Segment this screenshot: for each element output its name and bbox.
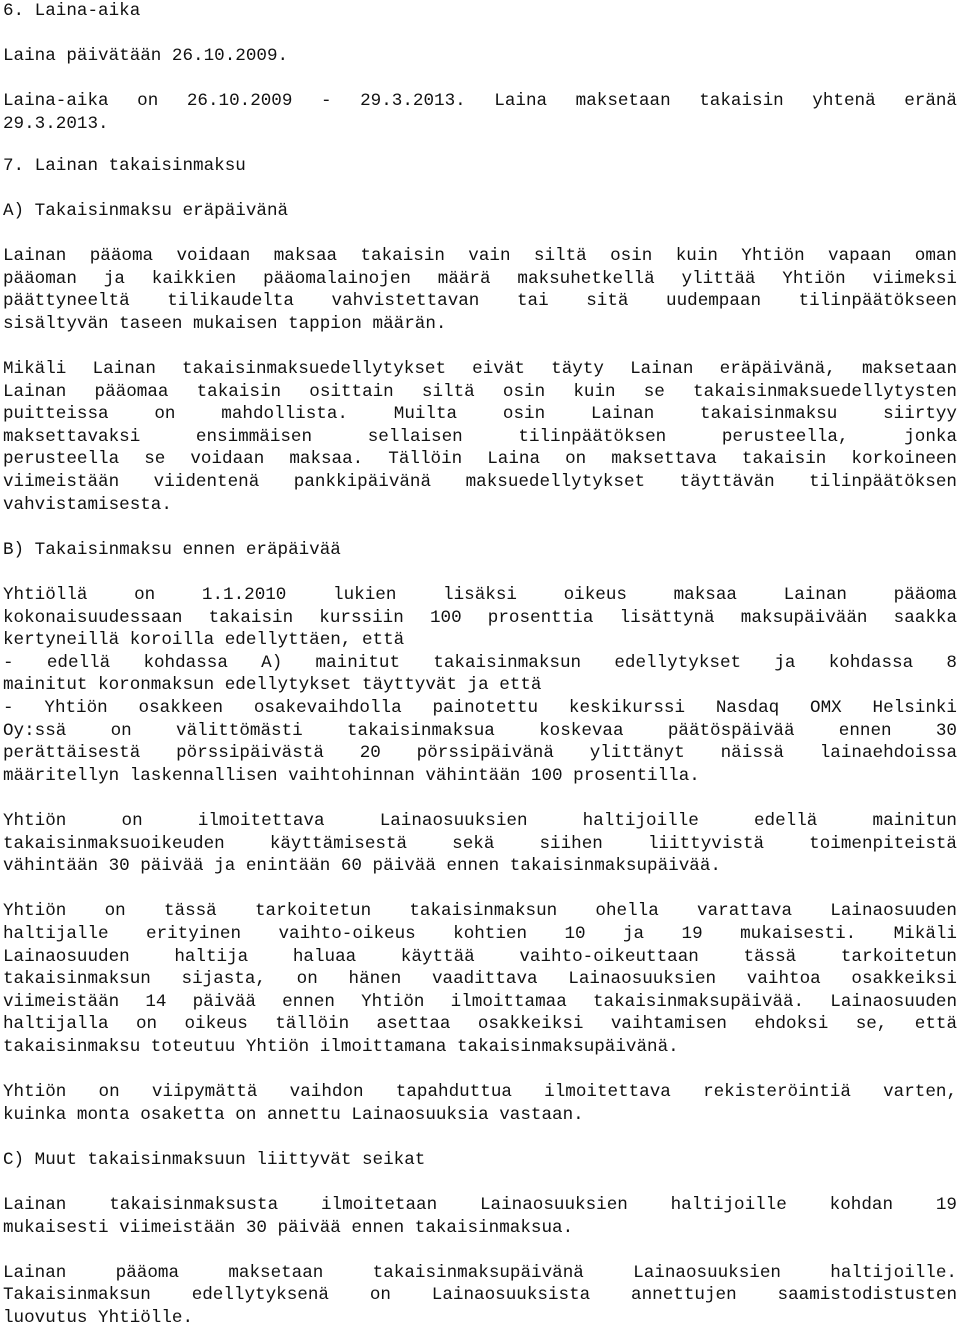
- text-line: Takaisinmaksun edellytyksenä on Lainaosuuksista annettujen saamistodistusten: [3, 1285, 957, 1306]
- text-line: mukaisesti viimeistään 30 päivää ennen takaisinmaksua.: [3, 1217, 574, 1238]
- text-line: perättäisestä pörssipäivästä 20 pörssipäivänä ylittänyt näissä lainaehdoissa: [3, 743, 957, 764]
- paragraph: [3, 900, 957, 1058]
- paragraph-gap: [3, 23, 957, 46]
- text-line: perusteella se voidaan maksaa. Tällöin Laina on maksettava takaisin korkoineen: [3, 449, 957, 470]
- text-line: Yhtiön on viipymättä vaihdon tapahduttua ilmoitettava rekisteröintiä varten,: [3, 1082, 957, 1103]
- paragraph: [3, 45, 957, 68]
- paragraph: [3, 90, 957, 135]
- paragraph-gap: [3, 1059, 957, 1082]
- text-line: Lainan pääoma voidaan maksaa takaisin vain siltä osin kuin Yhtiön vapaan oman: [3, 246, 957, 267]
- text-line: Lainan takaisinmaksusta ilmoitetaan Lainaosuuksien haltijoille kohdan 19: [3, 1195, 957, 1216]
- text-line: Laina päivätään 26.10.2009.: [3, 46, 289, 67]
- text-line: kertyneillä koroilla edellyttäen, että: [3, 630, 405, 651]
- text-line: 7. Lainan takaisinmaksu: [3, 155, 246, 176]
- paragraph: [3, 584, 957, 787]
- text-line: määritellyn laskennallisen vaihtohinnan vähintään 100 prosentilla.: [3, 765, 700, 786]
- paragraph-gap: [3, 1239, 957, 1262]
- text-line: takaisinmaksuoikeuden käyttämisestä sekä siihen liittyvistä toimenpiteistä: [3, 833, 957, 854]
- text-line: Lainaosuuden haltija haluaa käyttää vaihto-oikeuttaan tässä tarkoitetun: [3, 946, 957, 967]
- text-line: Mikäli Lainan takaisinmaksuedellytykset eivät täyty Lainan eräpäivänä, maksetaan: [3, 359, 957, 380]
- text-line: 29.3.2013.: [3, 113, 109, 134]
- paragraph-gap: [3, 1171, 957, 1194]
- paragraph: [3, 1194, 957, 1239]
- paragraph-gap: [3, 68, 957, 91]
- paragraph: [3, 1262, 957, 1330]
- paragraph: [3, 1081, 957, 1126]
- paragraph-gap: [3, 336, 957, 359]
- paragraph: [3, 358, 957, 516]
- text-line: luovutus Yhtiölle.: [3, 1308, 194, 1329]
- text-line: sisältyvän taseen mukaisen tappion määrän.: [3, 313, 447, 334]
- text-line: haltijalla on oikeus tällöin asettaa osakkeiksi vaihtamisen ehdoksi se, että: [3, 1014, 957, 1035]
- text-line: C) Muut takaisinmaksuun liittyvät seikat: [3, 1149, 426, 1170]
- text-line: pääoman ja kaikkien pääomalainojen määrä maksuhetkellä ylittää Yhtiön viimeksi: [3, 268, 957, 289]
- paragraph: [3, 200, 957, 223]
- text-line: vähintään 30 päivää ja enintään 60 päivää ennen takaisinmaksupäivää.: [3, 856, 721, 877]
- document-page: [3, 0, 957, 1330]
- text-line: kokonaisuudessaan takaisin kurssiin 100 prosenttia lisättynä maksupäivään saakka: [3, 607, 957, 628]
- text-line: kuinka monta osaketta on annettu Lainaosuuksia vastaan.: [3, 1104, 584, 1125]
- text-line: takaisinmaksun sijasta, on hänen vaadittava Lainaosuuksien vaihtoa osakkeiksi: [3, 969, 957, 990]
- paragraph-gap: [3, 223, 957, 246]
- text-line: A) Takaisinmaksu eräpäivänä: [3, 200, 289, 221]
- text-line: Oy:ssä on välittömästi takaisinmaksua koskevaa päätöspäivää ennen 30: [3, 720, 957, 741]
- text-line: Lainan pääomaa takaisin osittain siltä osin kuin se takaisinmaksuedellytysten: [3, 381, 957, 402]
- text-line: - edellä kohdassa A) mainitut takaisinmaksun edellytykset ja kohdassa 8: [3, 652, 957, 673]
- paragraph-gap: [3, 878, 957, 901]
- text-line: maksettavaksi ensimmäisen sellaisen tilinpäätöksen perusteella, jonka: [3, 426, 957, 447]
- text-line: B) Takaisinmaksu ennen eräpäivää: [3, 539, 341, 560]
- text-line: - Yhtiön osakkeen osakevaihdolla painotettu keskikurssi Nasdaq OMX Helsinki: [3, 698, 957, 719]
- text-line: vahvistamisesta.: [3, 494, 172, 515]
- paragraph-gap: [3, 561, 957, 584]
- text-line: päättyneeltä tilikaudelta vahvistettavan tai sitä uudempaan tilinpäätökseen: [3, 291, 957, 312]
- text-line: 6. Laina-aika: [3, 1, 141, 21]
- text-line: viimeistään 14 päivää ennen Yhtiön ilmoittamaa takaisinmaksupäivää. Lainaosuuden: [3, 991, 957, 1012]
- text-line: Lainan pääoma maksetaan takaisinmaksupäivänä Lainaosuuksien haltijoille.: [3, 1262, 957, 1283]
- paragraph: [3, 155, 957, 178]
- text-line: Laina-aika on 26.10.2009 - 29.3.2013. Laina maksetaan takaisin yhtenä eränä: [3, 91, 957, 112]
- paragraph: [3, 0, 957, 23]
- paragraph: [3, 245, 957, 335]
- paragraph-gap: [3, 177, 957, 200]
- paragraph-gap: [3, 516, 957, 539]
- text-line: mainitut koronmaksun edellytykset täyttyvät ja että: [3, 675, 542, 696]
- text-line: takaisinmaksu toteutuu Yhtiön ilmoittamana takaisinmaksupäivänä.: [3, 1036, 679, 1057]
- paragraph-gap: [3, 1126, 957, 1149]
- text-line: puitteissa on mahdollista. Muilta osin Lainan takaisinmaksu siirtyy: [3, 404, 957, 425]
- paragraph-gap: [3, 787, 957, 810]
- paragraph-gap: [3, 136, 957, 155]
- text-line: viimeistään viidentenä pankkipäivänä maksuedellytykset täyttävän tilinpäätöksen: [3, 472, 957, 493]
- text-line: Yhtiöllä on 1.1.2010 lukien lisäksi oikeus maksaa Lainan pääoma: [3, 585, 957, 606]
- text-line: Yhtiön on tässä tarkoitetun takaisinmaksun ohella varattava Lainaosuuden: [3, 901, 957, 922]
- paragraph: [3, 810, 957, 878]
- text-line: Yhtiön on ilmoitettava Lainaosuuksien haltijoille edellä mainitun: [3, 810, 957, 831]
- text-line: haltijalle erityinen vaihto-oikeus kohtien 10 ja 19 mukaisesti. Mikäli: [3, 923, 957, 944]
- paragraph: [3, 539, 957, 562]
- paragraph: [3, 1149, 957, 1172]
